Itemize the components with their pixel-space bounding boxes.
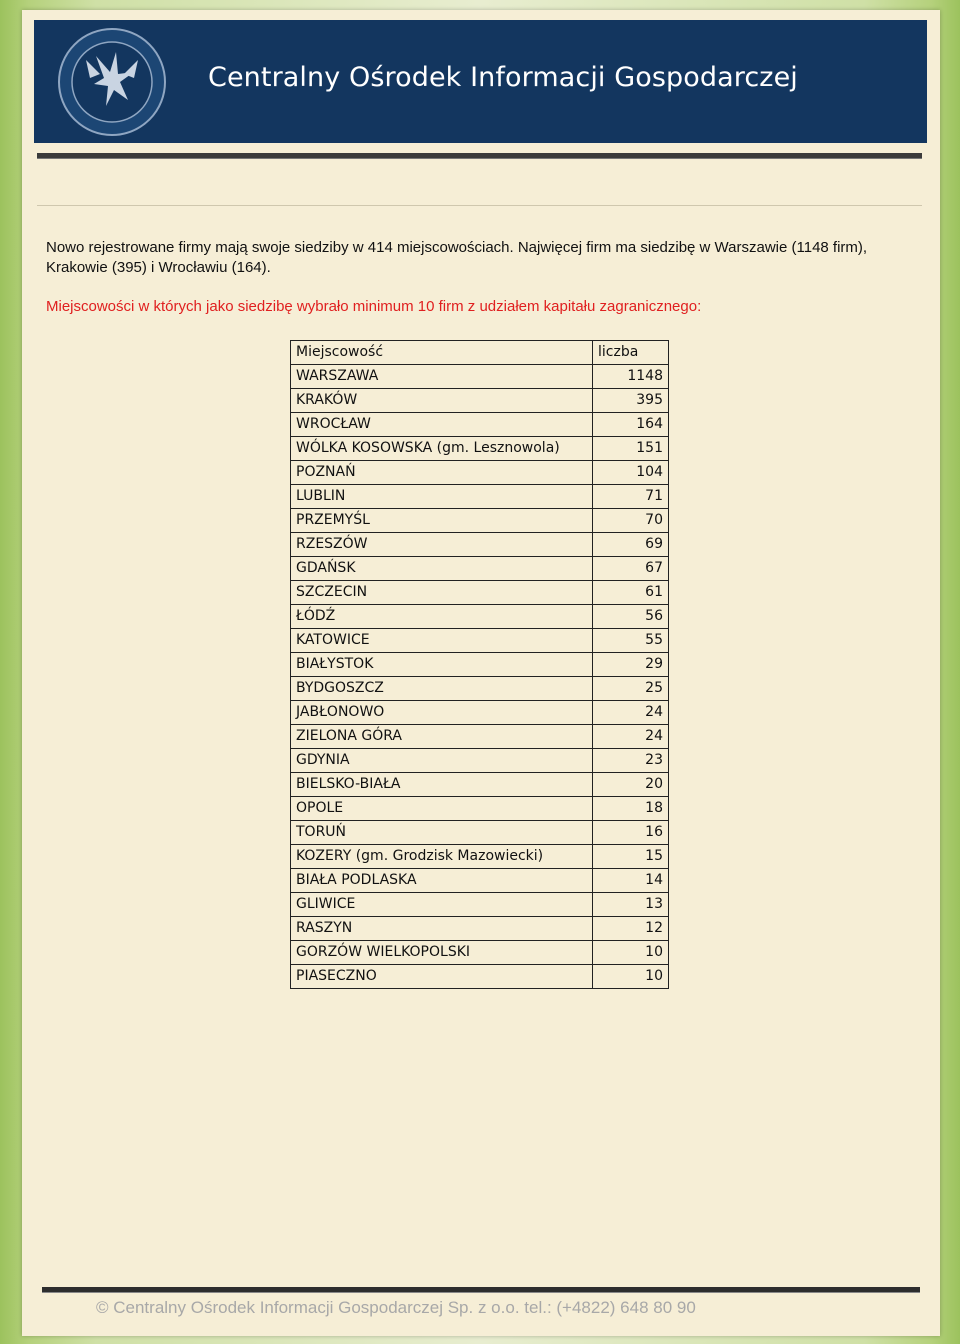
company-count-cell: 164 [593,413,669,437]
company-count-cell: 104 [593,461,669,485]
table-row [291,413,669,437]
table-header-row [291,341,669,365]
city-name-cell: OPOLE [291,797,593,821]
city-name-cell: JABŁONOWO [291,701,593,725]
company-count-cell: 12 [593,917,669,941]
company-count-cell: 20 [593,773,669,797]
city-name-cell: GLIWICE [291,893,593,917]
company-count-cell: 10 [593,965,669,989]
company-count-cell: 25 [593,677,669,701]
company-count-cell: 67 [593,557,669,581]
footer-divider [42,1287,920,1292]
city-name-cell: GORZÓW WIELKOPOLSKI [291,941,593,965]
cities-table [290,340,669,989]
header-banner [34,20,927,143]
city-name-cell: GDYNIA [291,749,593,773]
city-name-cell: PIASECZNO [291,965,593,989]
city-name-cell: POZNAŃ [291,461,593,485]
table-row [291,677,669,701]
company-count-cell: 24 [593,701,669,725]
table-row [291,893,669,917]
table-row [291,725,669,749]
company-count-cell: 13 [593,893,669,917]
table-row [291,917,669,941]
table-row [291,581,669,605]
company-count-cell: 61 [593,581,669,605]
table-row [291,461,669,485]
company-count-cell: 24 [593,725,669,749]
table-row [291,941,669,965]
table-row [291,389,669,413]
city-name-cell: RASZYN [291,917,593,941]
city-name-cell: SZCZECIN [291,581,593,605]
table-row [291,845,669,869]
table-row [291,485,669,509]
table-row [291,365,669,389]
company-count-cell: 71 [593,485,669,509]
table-row [291,533,669,557]
column-header-city: Miejscowość [291,341,593,365]
city-name-cell: BIELSKO-BIAŁA [291,773,593,797]
company-count-cell: 16 [593,821,669,845]
company-count-cell: 395 [593,389,669,413]
city-name-cell: KATOWICE [291,629,593,653]
intro-paragraph: Nowo rejestrowane firmy mają swoje siedziby w 414 miejscowościach. Najwięcej firm ma siedzibę w Warszawie (1148 firm), Krakowie (395) i Wrocławiu (164). [46,239,868,276]
table-row [291,701,669,725]
city-name-cell: RZESZÓW [291,533,593,557]
header-thin-divider [37,205,922,206]
company-count-cell: 70 [593,509,669,533]
table-row [291,797,669,821]
eagle-seal-logo-icon [56,26,168,138]
table-row [291,653,669,677]
city-name-cell: WARSZAWA [291,365,593,389]
column-header-count: liczba [593,341,669,365]
company-count-cell: 29 [593,653,669,677]
city-name-cell: GDAŃSK [291,557,593,581]
company-count-cell: 23 [593,749,669,773]
city-name-cell: BIAŁYSTOK [291,653,593,677]
table-row [291,773,669,797]
organization-title: Centralny Ośrodek Informacji Gospodarczej [208,62,798,93]
table-row [291,965,669,989]
table-row [291,869,669,893]
header-divider [37,153,922,158]
city-name-cell: BIAŁA PODLASKA [291,869,593,893]
company-count-cell: 18 [593,797,669,821]
city-name-cell: ZIELONA GÓRA [291,725,593,749]
company-count-cell: 10 [593,941,669,965]
city-name-cell: KOZERY (gm. Grodzisk Mazowiecki) [291,845,593,869]
company-count-cell: 15 [593,845,669,869]
company-count-cell: 1148 [593,365,669,389]
table-row [291,605,669,629]
footer-copyright: © Centralny Ośrodek Informacji Gospodarczej Sp. z o.o. tel.: (+4822) 648 80 90 [96,1298,696,1317]
table-row [291,557,669,581]
table-caption: Miejscowości w których jako siedzibę wybrało minimum 10 firm z udziałem kapitału zagranicznego: [46,298,702,315]
company-count-cell: 56 [593,605,669,629]
company-count-cell: 14 [593,869,669,893]
city-name-cell: PRZEMYŚL [291,509,593,533]
city-name-cell: WROCŁAW [291,413,593,437]
city-name-cell: BYDGOSZCZ [291,677,593,701]
table-row [291,821,669,845]
city-name-cell: ŁÓDŹ [291,605,593,629]
table-row [291,629,669,653]
city-name-cell: TORUŃ [291,821,593,845]
table-row [291,509,669,533]
company-count-cell: 151 [593,437,669,461]
table-row [291,749,669,773]
city-name-cell: KRAKÓW [291,389,593,413]
city-name-cell: LUBLIN [291,485,593,509]
company-count-cell: 55 [593,629,669,653]
table-row [291,437,669,461]
city-name-cell: WÓLKA KOSOWSKA (gm. Lesznowola) [291,437,593,461]
company-count-cell: 69 [593,533,669,557]
